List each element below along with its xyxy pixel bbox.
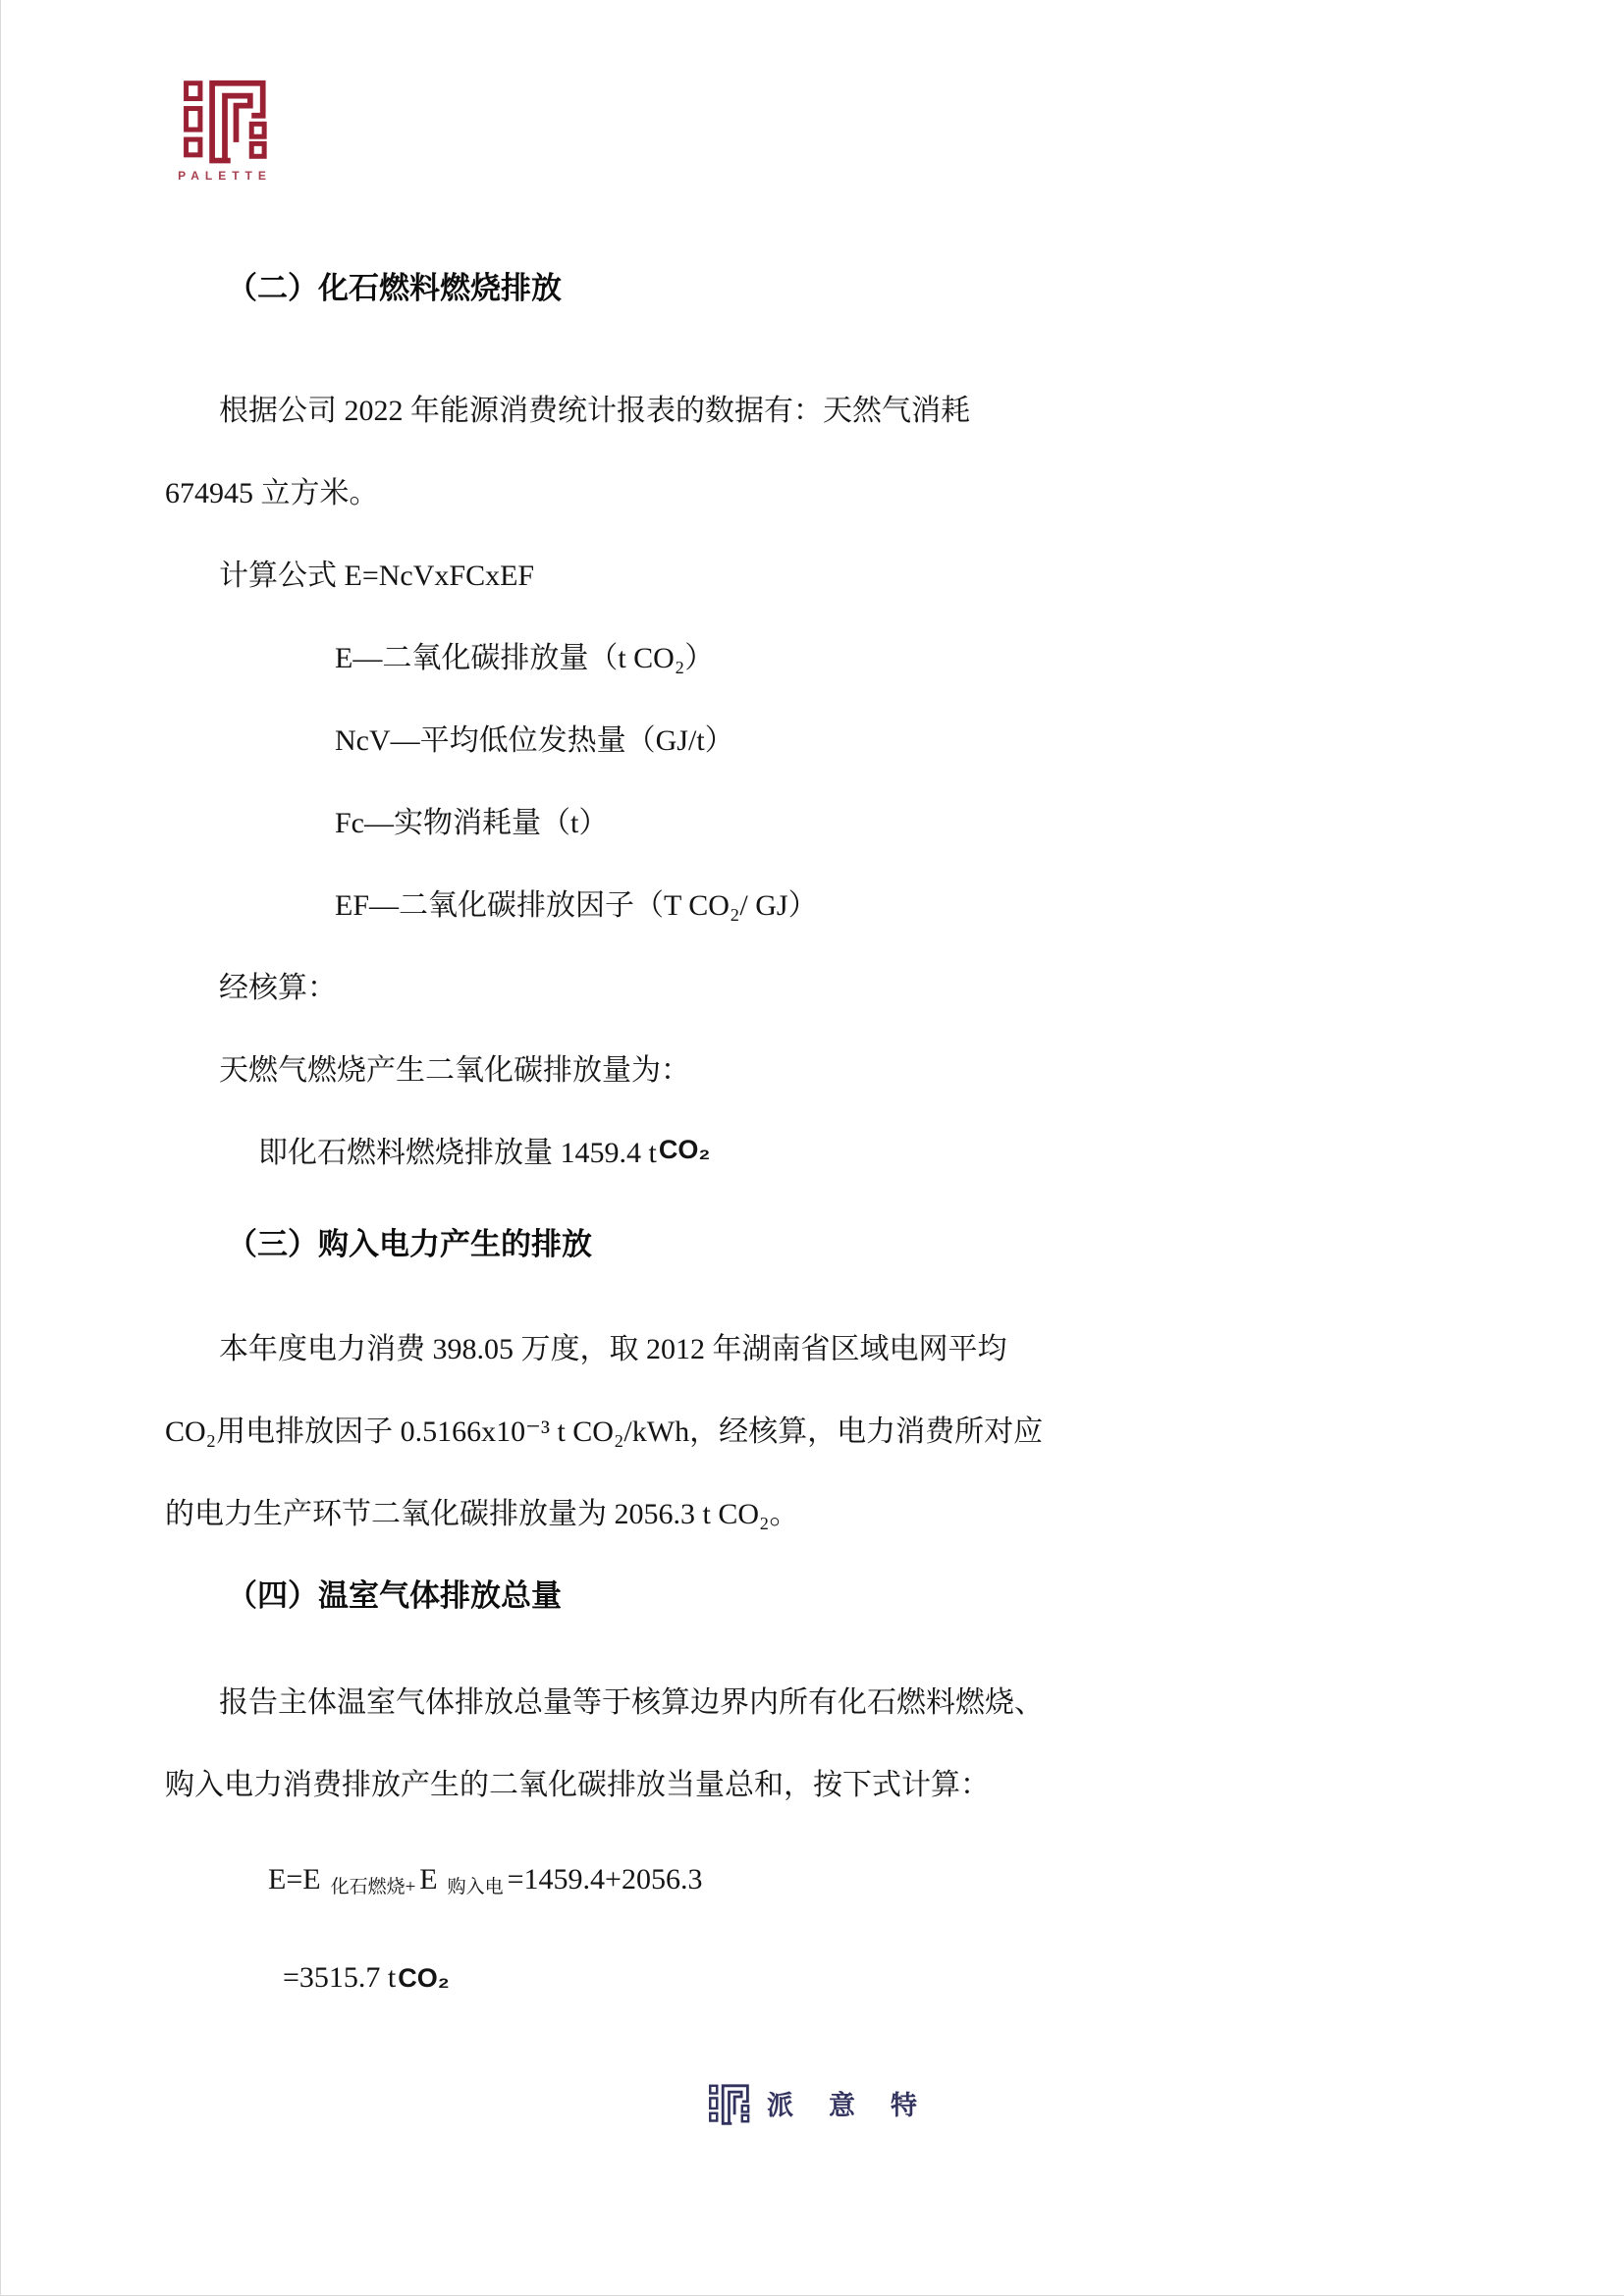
definition-E: E—二氧化碳排放量（t CO₂） xyxy=(335,642,715,674)
electricity-paragraph-line1: 本年度电力消费 398.05 万度，取 2012 年湖南省区域电网平均 xyxy=(219,1333,1007,1365)
fossil-result-text: 即化石燃料燃烧排放量 1459.4 t xyxy=(258,1137,657,1169)
formula-tail: =1459.4+2056.3 xyxy=(507,1863,703,1896)
section-heading-electricity: （三）购入电力产生的排放 xyxy=(227,1226,592,1261)
footer-logo xyxy=(708,2081,952,2131)
formula-e1: E=E xyxy=(268,1863,321,1896)
fossil-paragraph-line2: 674945 立方米。 xyxy=(165,477,379,509)
section-heading-fossil-fuel: （二）化石燃料燃烧排放 xyxy=(227,270,562,305)
formula-sub-electricity: 购入电 xyxy=(447,1876,504,1897)
formula-sub-fossil: 化石燃烧+ xyxy=(330,1876,416,1897)
total-emission-formula xyxy=(165,1839,1397,1921)
verify-label: 经核算： xyxy=(219,972,337,1004)
definition-EF: EF—二氧化碳排放因子（T CO₂/ GJ） xyxy=(335,889,818,922)
document-body xyxy=(165,0,1397,2019)
calc-formula-intro: 计算公式 E=NcVxFCxEF xyxy=(219,560,535,592)
electricity-paragraph-line3: 的电力生产环节二氧化碳排放量为 2056.3 t CO₂。 xyxy=(165,1498,799,1530)
fossil-result-line xyxy=(165,1108,1397,1191)
formula-e2: E xyxy=(419,1863,438,1896)
paiyite-maze-icon xyxy=(708,2081,749,2131)
definition-Fc: Fc—实物消耗量（t） xyxy=(335,807,609,839)
total-result-unit: CO₂ xyxy=(398,1962,450,1993)
fossil-result-unit: CO₂ xyxy=(658,1134,711,1164)
fossil-paragraph-line1: 根据公司 2022 年能源消费统计报表的数据有：天然气消耗 xyxy=(219,395,970,427)
definition-NcV: NcV—平均低位发热量（GJ/t） xyxy=(335,724,734,757)
footer-brand-text: 派意特 xyxy=(767,2091,952,2120)
section-heading-total: （四）温室气体排放总量 xyxy=(227,1577,562,1613)
total-paragraph-line2: 购入电力消费排放产生的二氧化碳排放当量总和，按下式计算： xyxy=(165,1769,990,1801)
palette-logo-text: PALETTE xyxy=(178,169,272,183)
electricity-paragraph-line2: CO₂用电排放因子 0.5166x10⁻³ t CO₂/kWh，经核算，电力消费所对应 xyxy=(165,1415,1044,1448)
total-paragraph-line1: 报告主体温室气体排放总量等于核算边界内所有化石燃料燃烧、 xyxy=(219,1686,1044,1719)
total-result-line xyxy=(165,1937,1397,2019)
gas-result-intro: 天燃气燃烧产生二氧化碳排放量为： xyxy=(219,1054,690,1087)
total-result-text: =3515.7 t xyxy=(283,1961,397,1994)
